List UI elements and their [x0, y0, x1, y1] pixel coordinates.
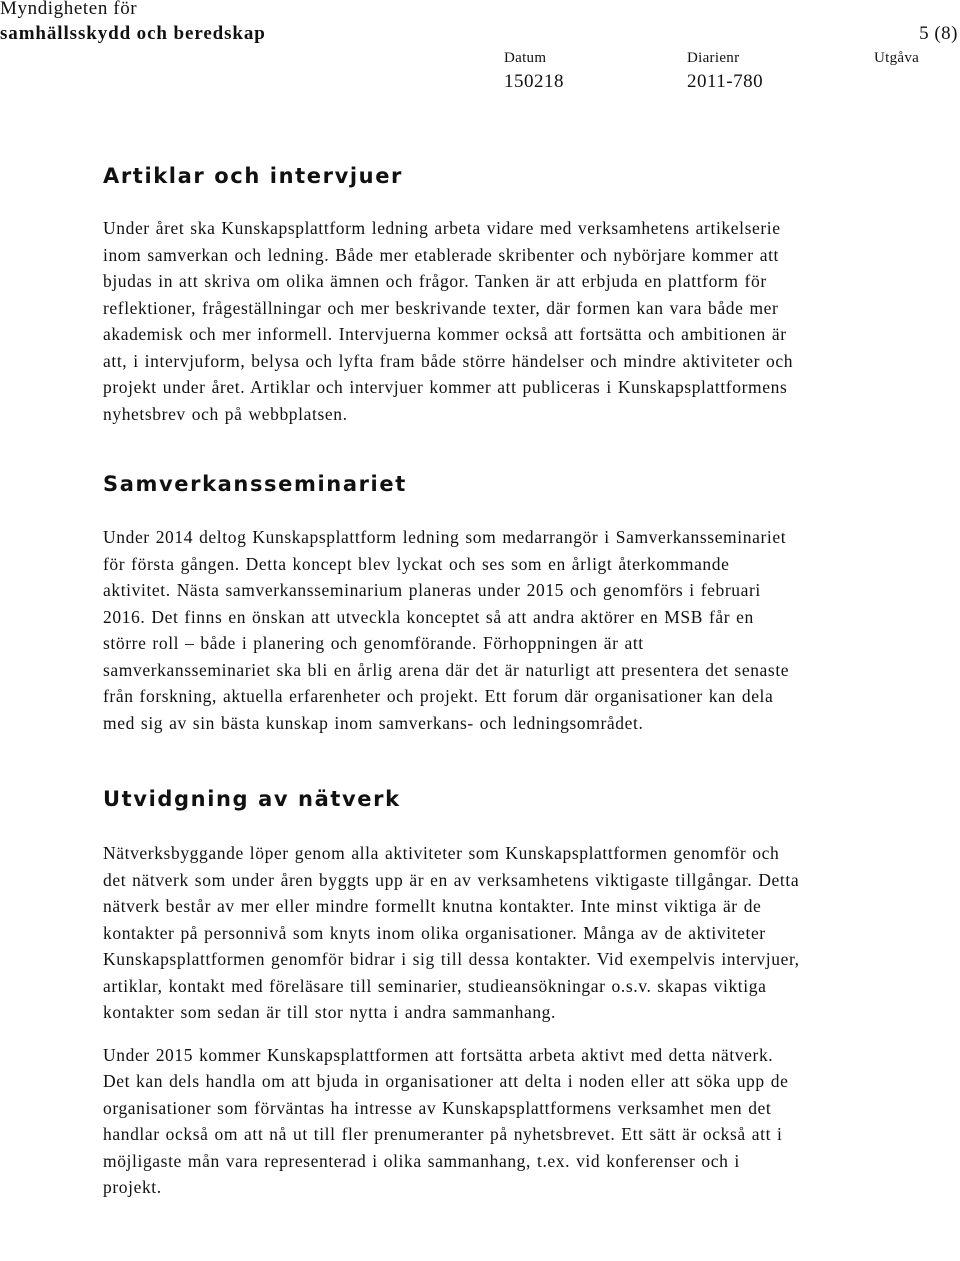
document-body — [103, 160, 803, 1201]
section-paragraph-artiklar: Under året ska Kunskapsplattform ledning arbeta vidare med verksamhetens artikelserie inom samverkan och ledning. Både mer etablerade skribenter och nybörjare kommer att bjudas in att skriva om olika ämnen och frågor. Tanken är att erbjuda en plattform för reflektioner, frågeställningar och mer beskrivande texter, där formen kan vara både mer akademisk och mer informell. Intervjuerna kommer också att fortsätta och ambitionen är att, i intervjuform, belysa och lyfta fram både större händelser och mindre aktiviteter och projekt under året. Artiklar och intervjuer kommer att publiceras i Kunskapsplattformens nyhetsbrev och på webbplatsen. — [103, 218, 794, 424]
diarienr-label: Diarienr — [687, 50, 740, 66]
section-paragraph-utvidgning-2: Under 2015 kommer Kunskapsplattformen att fortsätta arbeta aktivt med detta nätverk. Det kan dels handla om att bjuda in organisationer att delta i noden eller att söka upp de organisationer som förväntas ha intresse av Kunskapsplattformens verksamhet men det handlar också om att nå ut till fler prenumeranter på nyhetsbrevet. Ett sätt är också att i möjligaste mån vara representerad i olika sammanhang, t.ex. vid konferenser och i projekt. — [103, 1044, 789, 1197]
section-heading-samverkansseminariet: Samverkansseminariet — [103, 472, 407, 496]
diarienr-value: 2011-780 — [687, 71, 764, 92]
datum-label: Datum — [504, 50, 547, 66]
utgava-field — [874, 48, 919, 68]
page-number: 5 (8) — [919, 23, 958, 44]
utgava-label: Utgåva — [874, 50, 920, 66]
section-heading-utvidgning: Utvidgning av nätverk — [103, 787, 401, 811]
section-heading-artiklar: Artiklar och intervjuer — [103, 164, 404, 188]
section-paragraph-utvidgning-1: Nätverksbyggande löper genom alla aktiviteter som Kunskapsplattformen genomför och det nätverk som under åren byggts upp är en av verksamhetens viktigaste tillgångar. Detta nätverk består av mer eller mindre formellt knutna kontakter. Inte minst viktiga är de kontakter på personnivå som knyts inom olika organisationer. Många av de aktiviteter Kunskapsplattformen genomför bidrar i sig till dessa kontakter. Vid exempelvis intervjuer, artiklar, kontakt med föreläsare till seminarier, studieansökningar o.s.v. skapas viktiga kontakter som sedan är till stor nytta i andra sammanhang. — [103, 843, 800, 1022]
section-paragraph-samverkansseminariet: Under 2014 deltog Kunskapsplattform ledning som medarrangör i Samverkansseminariet för första gången. Detta koncept blev lyckat och ses som en årligt återkommande aktivitet. Nästa samverkansseminarium planeras under 2015 och genomförs i februari 2016. Det finns en önskan att utveckla konceptet så att andra aktörer en MSB får en större roll – både i planering och genomförande. Förhoppningen är att samverkansseminariet ska bli en årlig arena där det är naturligt att presentera det senaste från forskning, aktuella erfarenheter och projekt. Ett forum där organisationer kan dela med sig av sin bästa kunskap inom samverkans- och ledningsområdet. — [103, 527, 790, 733]
organization-name-line-1: Myndigheten för — [0, 0, 138, 19]
datum-field — [504, 48, 564, 94]
diarienr-field — [687, 48, 763, 94]
organization-name-line-2: samhällsskydd och beredskap — [0, 23, 266, 44]
organization-name — [0, 0, 266, 45]
datum-value: 150218 — [504, 71, 564, 92]
